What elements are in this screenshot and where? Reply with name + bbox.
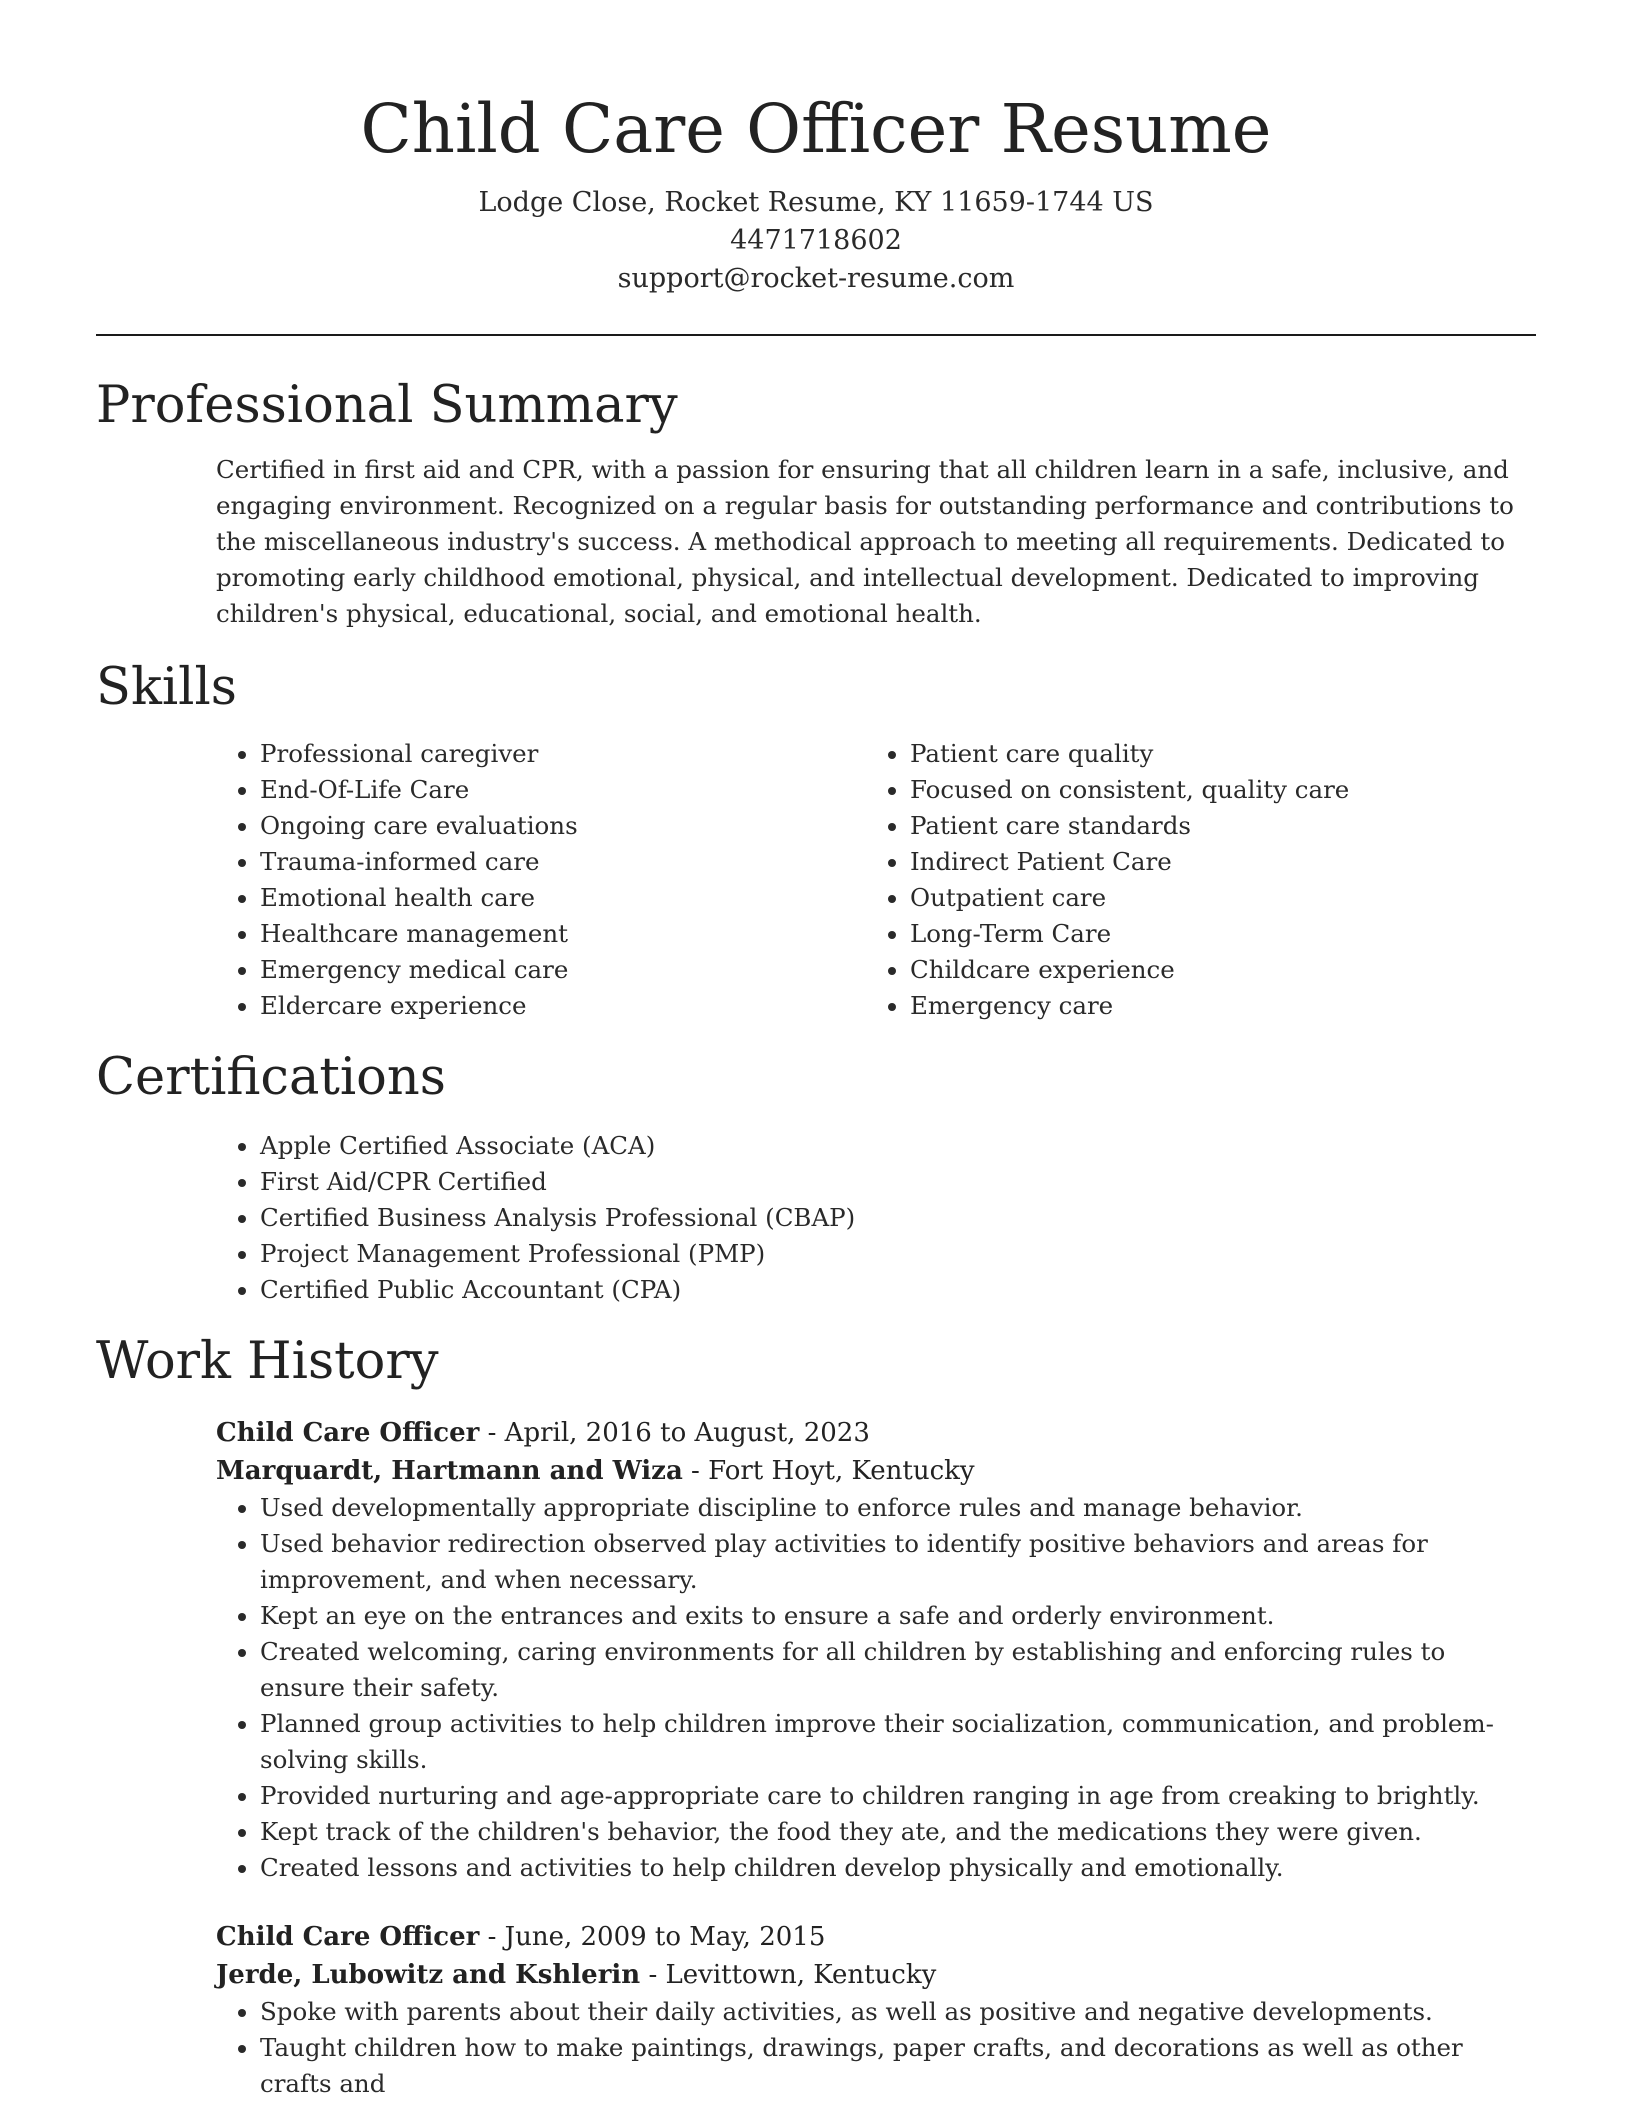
skill-item: • Focused on consistent, quality care — [910, 772, 1516, 808]
skill-item: • Patient care standards — [910, 808, 1516, 844]
job-bullet: • Created welcoming, caring environments for all children by establishing and enforcing rules to ensure their safety. — [260, 1634, 1536, 1706]
skill-item: • Trauma-informed care — [260, 844, 866, 880]
skills-left-list — [216, 736, 866, 1024]
work-history-heading: Work History — [96, 1332, 439, 1391]
certifications-list-wrap — [216, 1128, 1536, 1308]
skill-item: • Professional caregiver — [260, 736, 866, 772]
resume-header — [96, 0, 1536, 298]
job-company: Jerde, Lubowitz and Kshlerin — [216, 1960, 641, 1990]
job-bullet: • Created lessons and activities to help children develop physically and emotionally. — [260, 1850, 1536, 1886]
skill-item: • Long-Term Care — [910, 916, 1516, 952]
skill-item: • Patient care quality — [910, 736, 1516, 772]
job-bullet: • Planned group activities to help children improve their socialization, communication, and problem-solving skills. — [260, 1706, 1536, 1778]
contact-address: Lodge Close, Rocket Resume, KY 11659-1744 US — [478, 187, 1154, 218]
skill-item: • Outpatient care — [910, 880, 1516, 916]
job-dates: - April, 2016 to August, 2023 — [479, 1418, 870, 1448]
certifications-heading: Certifications — [96, 1048, 446, 1107]
work-history-section — [96, 1330, 1536, 2102]
job-bullet: • Used developmentally appropriate discipline to enforce rules and manage behavior. — [260, 1490, 1536, 1526]
header-divider — [96, 334, 1536, 336]
job-title: Child Care Officer — [216, 1922, 480, 1952]
skills-section — [96, 656, 1536, 1024]
job-entry — [216, 1414, 1536, 1886]
job-title-line — [216, 1414, 1536, 1452]
skills-right-column — [866, 736, 1516, 1024]
summary-section — [96, 374, 1536, 632]
skill-item: • Healthcare management — [260, 916, 866, 952]
skills-heading: Skills — [96, 658, 237, 717]
skill-item: • Ongoing care evaluations — [260, 808, 866, 844]
summary-text: Certified in first aid and CPR, with a passion for ensuring that all children learn in a safe, inclusive, and engaging environment. Recognized on a regular basis for outstanding performance and contributions to the miscellaneous industry's success. A methodical approach to meeting all requirements. Dedicated to promoting early childhood emotional, physical, and intellectual development. Dedicated to improving children's physical, educational, social, and emotional health. — [216, 455, 1514, 628]
job-location: - Levittown, Kentucky — [640, 1960, 937, 1990]
job-bullet: • Kept track of the children's behavior, the food they ate, and the medications they were given. — [260, 1814, 1536, 1850]
skills-right-list — [866, 736, 1516, 1024]
job-bullet: • Spoke with parents about their daily activities, as well as positive and negative developments. — [260, 1994, 1536, 2030]
job-company-line — [216, 1956, 1536, 1994]
contact-email: support@rocket-resume.com — [617, 263, 1015, 294]
job-company-line — [216, 1452, 1536, 1490]
job-bullet-list — [216, 1490, 1536, 1886]
job-company: Marquardt, Hartmann and Wiza — [216, 1456, 683, 1486]
skill-item: • Eldercare experience — [260, 988, 866, 1024]
job-bullet: • Taught children how to make paintings, drawings, paper crafts, and decorations as well as other crafts and — [260, 2030, 1536, 2102]
skill-item: • Childcare experience — [910, 952, 1516, 988]
job-title-line — [216, 1918, 1536, 1956]
certification-item: • Certified Public Accountant (CPA) — [260, 1272, 1536, 1308]
certification-item: • First Aid/CPR Certified — [260, 1164, 1536, 1200]
skill-item: • Emergency care — [910, 988, 1516, 1024]
job-bullet: • Used behavior redirection observed play activities to identify positive behaviors and areas for improvement, and when necessary. — [260, 1526, 1536, 1598]
job-location: - Fort Hoyt, Kentucky — [682, 1456, 975, 1486]
skills-columns — [216, 736, 1536, 1024]
skills-left-column — [216, 736, 866, 1024]
certification-item: • Project Management Professional (PMP) — [260, 1236, 1536, 1272]
job-title: Child Care Officer — [216, 1418, 480, 1448]
certifications-list — [216, 1128, 1536, 1308]
skill-item: • Emergency medical care — [260, 952, 866, 988]
job-entry — [216, 1918, 1536, 2102]
job-bullet: • Kept an eye on the entrances and exits to ensure a safe and orderly environment. — [260, 1598, 1536, 1634]
skill-item: • End-Of-Life Care — [260, 772, 866, 808]
contact-phone: 4471718602 — [730, 225, 902, 256]
certification-item: • Certified Business Analysis Professional (CBAP) — [260, 1200, 1536, 1236]
job-bullet-list — [216, 1994, 1536, 2102]
skill-item: • Indirect Patient Care — [910, 844, 1516, 880]
job-dates: - June, 2009 to May, 2015 — [479, 1922, 826, 1952]
resume-title: Child Care Officer Resume — [360, 90, 1272, 168]
contact-block — [96, 184, 1536, 298]
certifications-section — [96, 1046, 1536, 1308]
job-bullet: • Provided nurturing and age-appropriate care to children ranging in age from creaking to brightly. — [260, 1778, 1536, 1814]
skill-item: • Emotional health care — [260, 880, 866, 916]
certification-item: • Apple Certified Associate (ACA) — [260, 1128, 1536, 1164]
summary-heading: Professional Summary — [96, 376, 678, 435]
